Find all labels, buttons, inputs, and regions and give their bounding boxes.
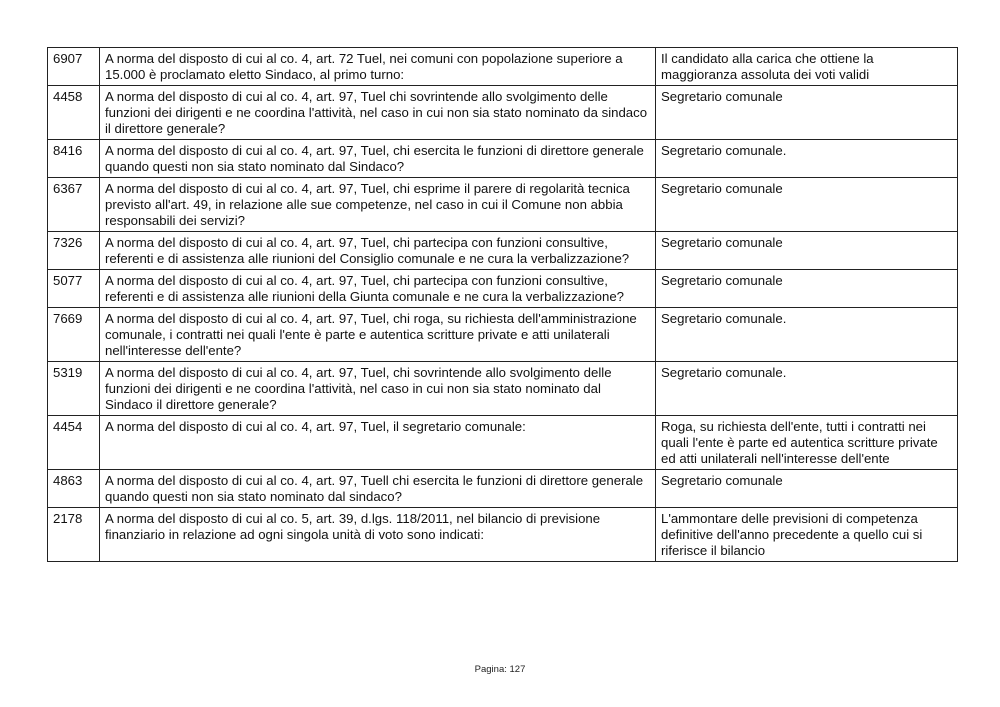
answer-text: Segretario comunale — [656, 270, 958, 308]
question-text: A norma del disposto di cui al co. 4, art. 72 Tuel, nei comuni con popolazione superiore a 15.000 è proclamato eletto Sindaco, al primo turno: — [100, 48, 656, 86]
table-row — [48, 362, 958, 416]
question-id: 4454 — [48, 416, 100, 470]
answer-text: Segretario comunale. — [656, 362, 958, 416]
question-text: A norma del disposto di cui al co. 4, art. 97, Tuel, chi esercita le funzioni di direttore generale quando questi non sia stato nominato dal Sindaco? — [100, 140, 656, 178]
table-row — [48, 232, 958, 270]
table-row — [48, 86, 958, 140]
question-id: 7669 — [48, 308, 100, 362]
answer-text: Segretario comunale — [656, 232, 958, 270]
question-text: A norma del disposto di cui al co. 4, art. 97, Tuel, chi partecipa con funzioni consultive, referenti e di assistenza alle riunioni del Consiglio comunale e ne cura la verbalizzazione? — [100, 232, 656, 270]
table-row — [48, 140, 958, 178]
question-text: A norma del disposto di cui al co. 5, art. 39, d.lgs. 118/2011, nel bilancio di previsione finanziario in relazione ad ogni singola unità di voto sono indicati: — [100, 508, 656, 562]
table-row — [48, 308, 958, 362]
page-number: Pagina: 127 — [474, 664, 526, 675]
question-id: 6367 — [48, 178, 100, 232]
table-row — [48, 270, 958, 308]
answer-text: Segretario comunale — [656, 470, 958, 508]
question-id: 4863 — [48, 470, 100, 508]
table-row — [48, 416, 958, 470]
question-text: A norma del disposto di cui al co. 4, art. 97, Tuel, il segretario comunale: — [100, 416, 656, 470]
question-id: 2178 — [48, 508, 100, 562]
question-id: 5319 — [48, 362, 100, 416]
answer-text: Segretario comunale — [656, 178, 958, 232]
quiz-table — [47, 47, 958, 562]
table-row — [48, 508, 958, 562]
answer-text: L'ammontare delle previsioni di competenza definitive dell'anno precedente a quello cui si riferisce il bilancio — [656, 508, 958, 562]
table-row — [48, 178, 958, 232]
question-text: A norma del disposto di cui al co. 4, art. 97, Tuel chi sovrintende allo svolgimento delle funzioni dei dirigenti e ne coordina l'attività, nel caso in cui non sia stato nominato da sindaco il direttore generale? — [100, 86, 656, 140]
question-id: 5077 — [48, 270, 100, 308]
question-id: 4458 — [48, 86, 100, 140]
question-text: A norma del disposto di cui al co. 4, art. 97, Tuell chi esercita le funzioni di direttore generale quando questi non sia stato nominato dal sindaco? — [100, 470, 656, 508]
question-text: A norma del disposto di cui al co. 4, art. 97, Tuel, chi partecipa con funzioni consultive, referenti e di assistenza alle riunioni della Giunta comunale e ne cura la verbalizzazione? — [100, 270, 656, 308]
answer-text: Segretario comunale — [656, 86, 958, 140]
question-id: 6907 — [48, 48, 100, 86]
question-id: 7326 — [48, 232, 100, 270]
question-id: 8416 — [48, 140, 100, 178]
answer-text: Il candidato alla carica che ottiene la maggioranza assoluta dei voti validi — [656, 48, 958, 86]
question-text: A norma del disposto di cui al co. 4, art. 97, Tuel, chi esprime il parere di regolarità tecnica previsto all'art. 49, in relazione alle sue competenze, nel caso in cui il Comune non abbia responsabili dei servizi? — [100, 178, 656, 232]
answer-text: Segretario comunale. — [656, 140, 958, 178]
answer-text: Segretario comunale. — [656, 308, 958, 362]
question-text: A norma del disposto di cui al co. 4, art. 97, Tuel, chi sovrintende allo svolgimento delle funzioni dei dirigenti e ne coordina l'attività, nel caso in cui non sia stato nominato dal Sindaco il direttore generale? — [100, 362, 656, 416]
table-row — [48, 470, 958, 508]
table-row — [48, 48, 958, 86]
answer-text: Roga, su richiesta dell'ente, tutti i contratti nei quali l'ente è parte ed autentica scritture private ed atti unilaterali nell'interesse dell'ente — [656, 416, 958, 470]
question-text: A norma del disposto di cui al co. 4, art. 97, Tuel, chi roga, su richiesta dell'amministrazione comunale, i contratti nei quali l'ente è parte e autentica scritture private e atti unilaterali nell'interesse dell'ente? — [100, 308, 656, 362]
